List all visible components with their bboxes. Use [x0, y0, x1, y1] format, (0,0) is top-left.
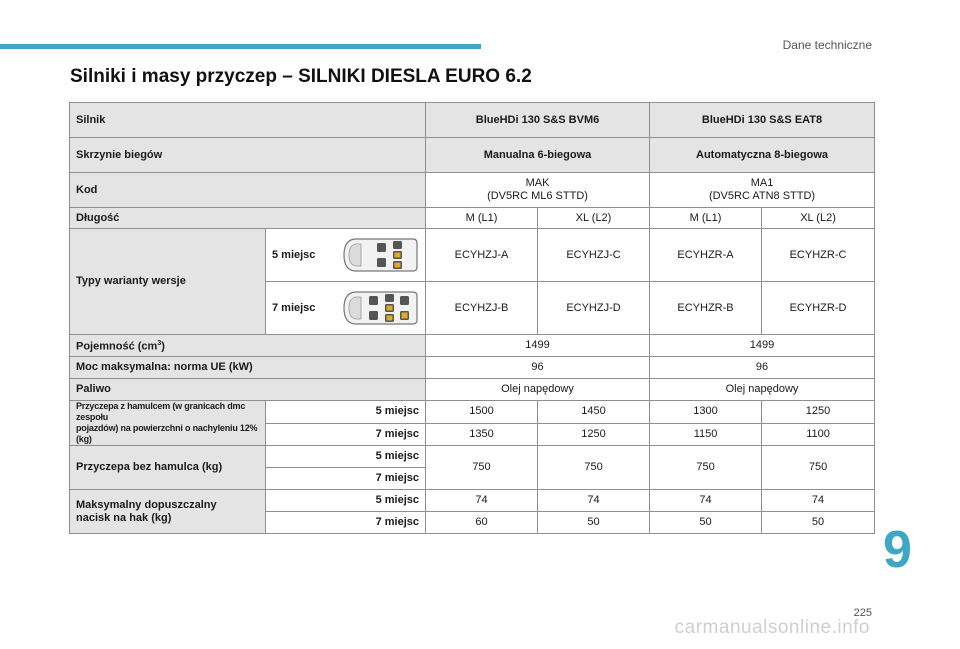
- length-cell: M (L1): [650, 208, 762, 229]
- hitch-label-line-1: Maksymalny dopuszczalny: [76, 498, 217, 511]
- unbraked-cell: 750: [650, 446, 762, 490]
- type-cell: ECYHZJ-B: [426, 282, 538, 335]
- table-row: [70, 490, 875, 512]
- hitch-label: [70, 490, 266, 534]
- hitch-cell: 74: [650, 490, 762, 512]
- seats-7-label: 7 miejsc: [272, 301, 316, 314]
- hitch-cell: 50: [538, 512, 650, 534]
- types-label: Typy warianty wersje: [70, 229, 266, 335]
- table-row: [70, 173, 875, 208]
- unbraked-label: Przyczepa bez hamulca (kg): [70, 446, 266, 490]
- type-cell: ECYHZR-B: [650, 282, 762, 335]
- power-label: Moc maksymalna: norma UE (kW): [70, 357, 426, 379]
- gearbox-label: Skrzynie biegów: [70, 138, 426, 173]
- engine-label: Silnik: [70, 103, 426, 138]
- hitch-cell: 74: [762, 490, 875, 512]
- table-row: [70, 138, 875, 173]
- fuel-label: Paliwo: [70, 379, 426, 401]
- code-1: [426, 173, 650, 208]
- code-2: [650, 173, 875, 208]
- seats-7-label: 7 miejsc: [266, 468, 426, 490]
- seats-5-label: 5 miejsc: [266, 401, 426, 424]
- type-cell: ECYHZR-D: [762, 282, 875, 335]
- braked-cell: 1500: [426, 401, 538, 424]
- seats-5-cell: [266, 229, 426, 282]
- capacity-label: [70, 335, 426, 357]
- spec-table: [69, 102, 875, 534]
- van-5-seats-icon: [341, 235, 419, 275]
- seats-5-label: 5 miejsc: [266, 490, 426, 512]
- page-number: 225: [853, 607, 872, 619]
- braked-cell: 1350: [426, 423, 538, 446]
- table-row: [70, 208, 875, 229]
- type-cell: ECYHZJ-C: [538, 229, 650, 282]
- braked-label: [70, 401, 266, 446]
- seats-7-label: 7 miejsc: [266, 512, 426, 534]
- seats-5-label: 5 miejsc: [266, 446, 426, 468]
- section-title: Dane techniczne: [782, 38, 872, 52]
- braked-label-line-2: pojazdów) na powierzchni o nachyleniu 12% (kg): [76, 423, 258, 444]
- capacity-unit-sup: 3: [157, 340, 162, 348]
- engine-1: BlueHDi 130 S&S BVM6: [426, 103, 650, 138]
- unbraked-cell: 750: [762, 446, 875, 490]
- braked-cell: 1450: [538, 401, 650, 424]
- braked-cell: 1250: [538, 423, 650, 446]
- capacity-label-close: ): [161, 340, 165, 353]
- code-1-detail: (DV5RC ML6 STTD): [487, 190, 588, 202]
- capacity-1: 1499: [426, 335, 650, 357]
- seats-7-label: 7 miejsc: [266, 423, 426, 446]
- braked-cell: 1300: [650, 401, 762, 424]
- code-label: Kod: [70, 173, 426, 208]
- type-cell: ECYHZJ-D: [538, 282, 650, 335]
- braked-cell: 1100: [762, 423, 875, 446]
- type-cell: ECYHZR-C: [762, 229, 875, 282]
- hitch-cell: 74: [426, 490, 538, 512]
- length-cell: M (L1): [426, 208, 538, 229]
- watermark: carmanualsonline.info: [674, 617, 870, 638]
- hitch-label-line-2: nacisk na hak (kg): [76, 511, 172, 524]
- table-row: [70, 379, 875, 401]
- table-row: [70, 357, 875, 379]
- code-1-main: MAK: [525, 177, 550, 189]
- page-title: Silniki i masy przyczep – SILNIKI DIESLA EURO 6.2: [70, 66, 532, 87]
- table-row: [70, 401, 875, 424]
- hitch-cell: 60: [426, 512, 538, 534]
- braked-label-line-1: Przyczepa z hamulcem (w granicach dmc zespołu: [76, 401, 246, 422]
- top-accent-bar: [0, 44, 481, 49]
- fuel-1: Olej napędowy: [426, 379, 650, 401]
- type-cell: ECYHZJ-A: [426, 229, 538, 282]
- seats-7-cell: [266, 282, 426, 335]
- length-cell: XL (L2): [762, 208, 875, 229]
- hitch-cell: 50: [762, 512, 875, 534]
- van-7-seats-icon: [341, 288, 419, 328]
- engine-2: BlueHDi 130 S&S EAT8: [650, 103, 875, 138]
- table-row: [70, 103, 875, 138]
- code-2-main: MA1: [750, 177, 774, 189]
- unbraked-cell: 750: [538, 446, 650, 490]
- table-row: [70, 446, 875, 468]
- gearbox-2: Automatyczna 8-biegowa: [650, 138, 875, 173]
- hitch-cell: 74: [538, 490, 650, 512]
- seats-5-label: 5 miejsc: [272, 248, 316, 261]
- length-label: Długość: [70, 208, 426, 229]
- table-row: [70, 229, 875, 282]
- fuel-2: Olej napędowy: [650, 379, 875, 401]
- braked-cell: 1250: [762, 401, 875, 424]
- braked-cell: 1150: [650, 423, 762, 446]
- chapter-number: 9: [883, 521, 912, 579]
- power-2: 96: [650, 357, 875, 379]
- gearbox-1: Manualna 6-biegowa: [426, 138, 650, 173]
- capacity-label-text: Pojemność (cm: [76, 340, 158, 353]
- hitch-cell: 50: [650, 512, 762, 534]
- length-cell: XL (L2): [538, 208, 650, 229]
- table-row: [70, 335, 875, 357]
- capacity-2: 1499: [650, 335, 875, 357]
- power-1: 96: [426, 357, 650, 379]
- type-cell: ECYHZR-A: [650, 229, 762, 282]
- unbraked-cell: 750: [426, 446, 538, 490]
- code-2-detail: (DV5RC ATN8 STTD): [708, 190, 816, 202]
